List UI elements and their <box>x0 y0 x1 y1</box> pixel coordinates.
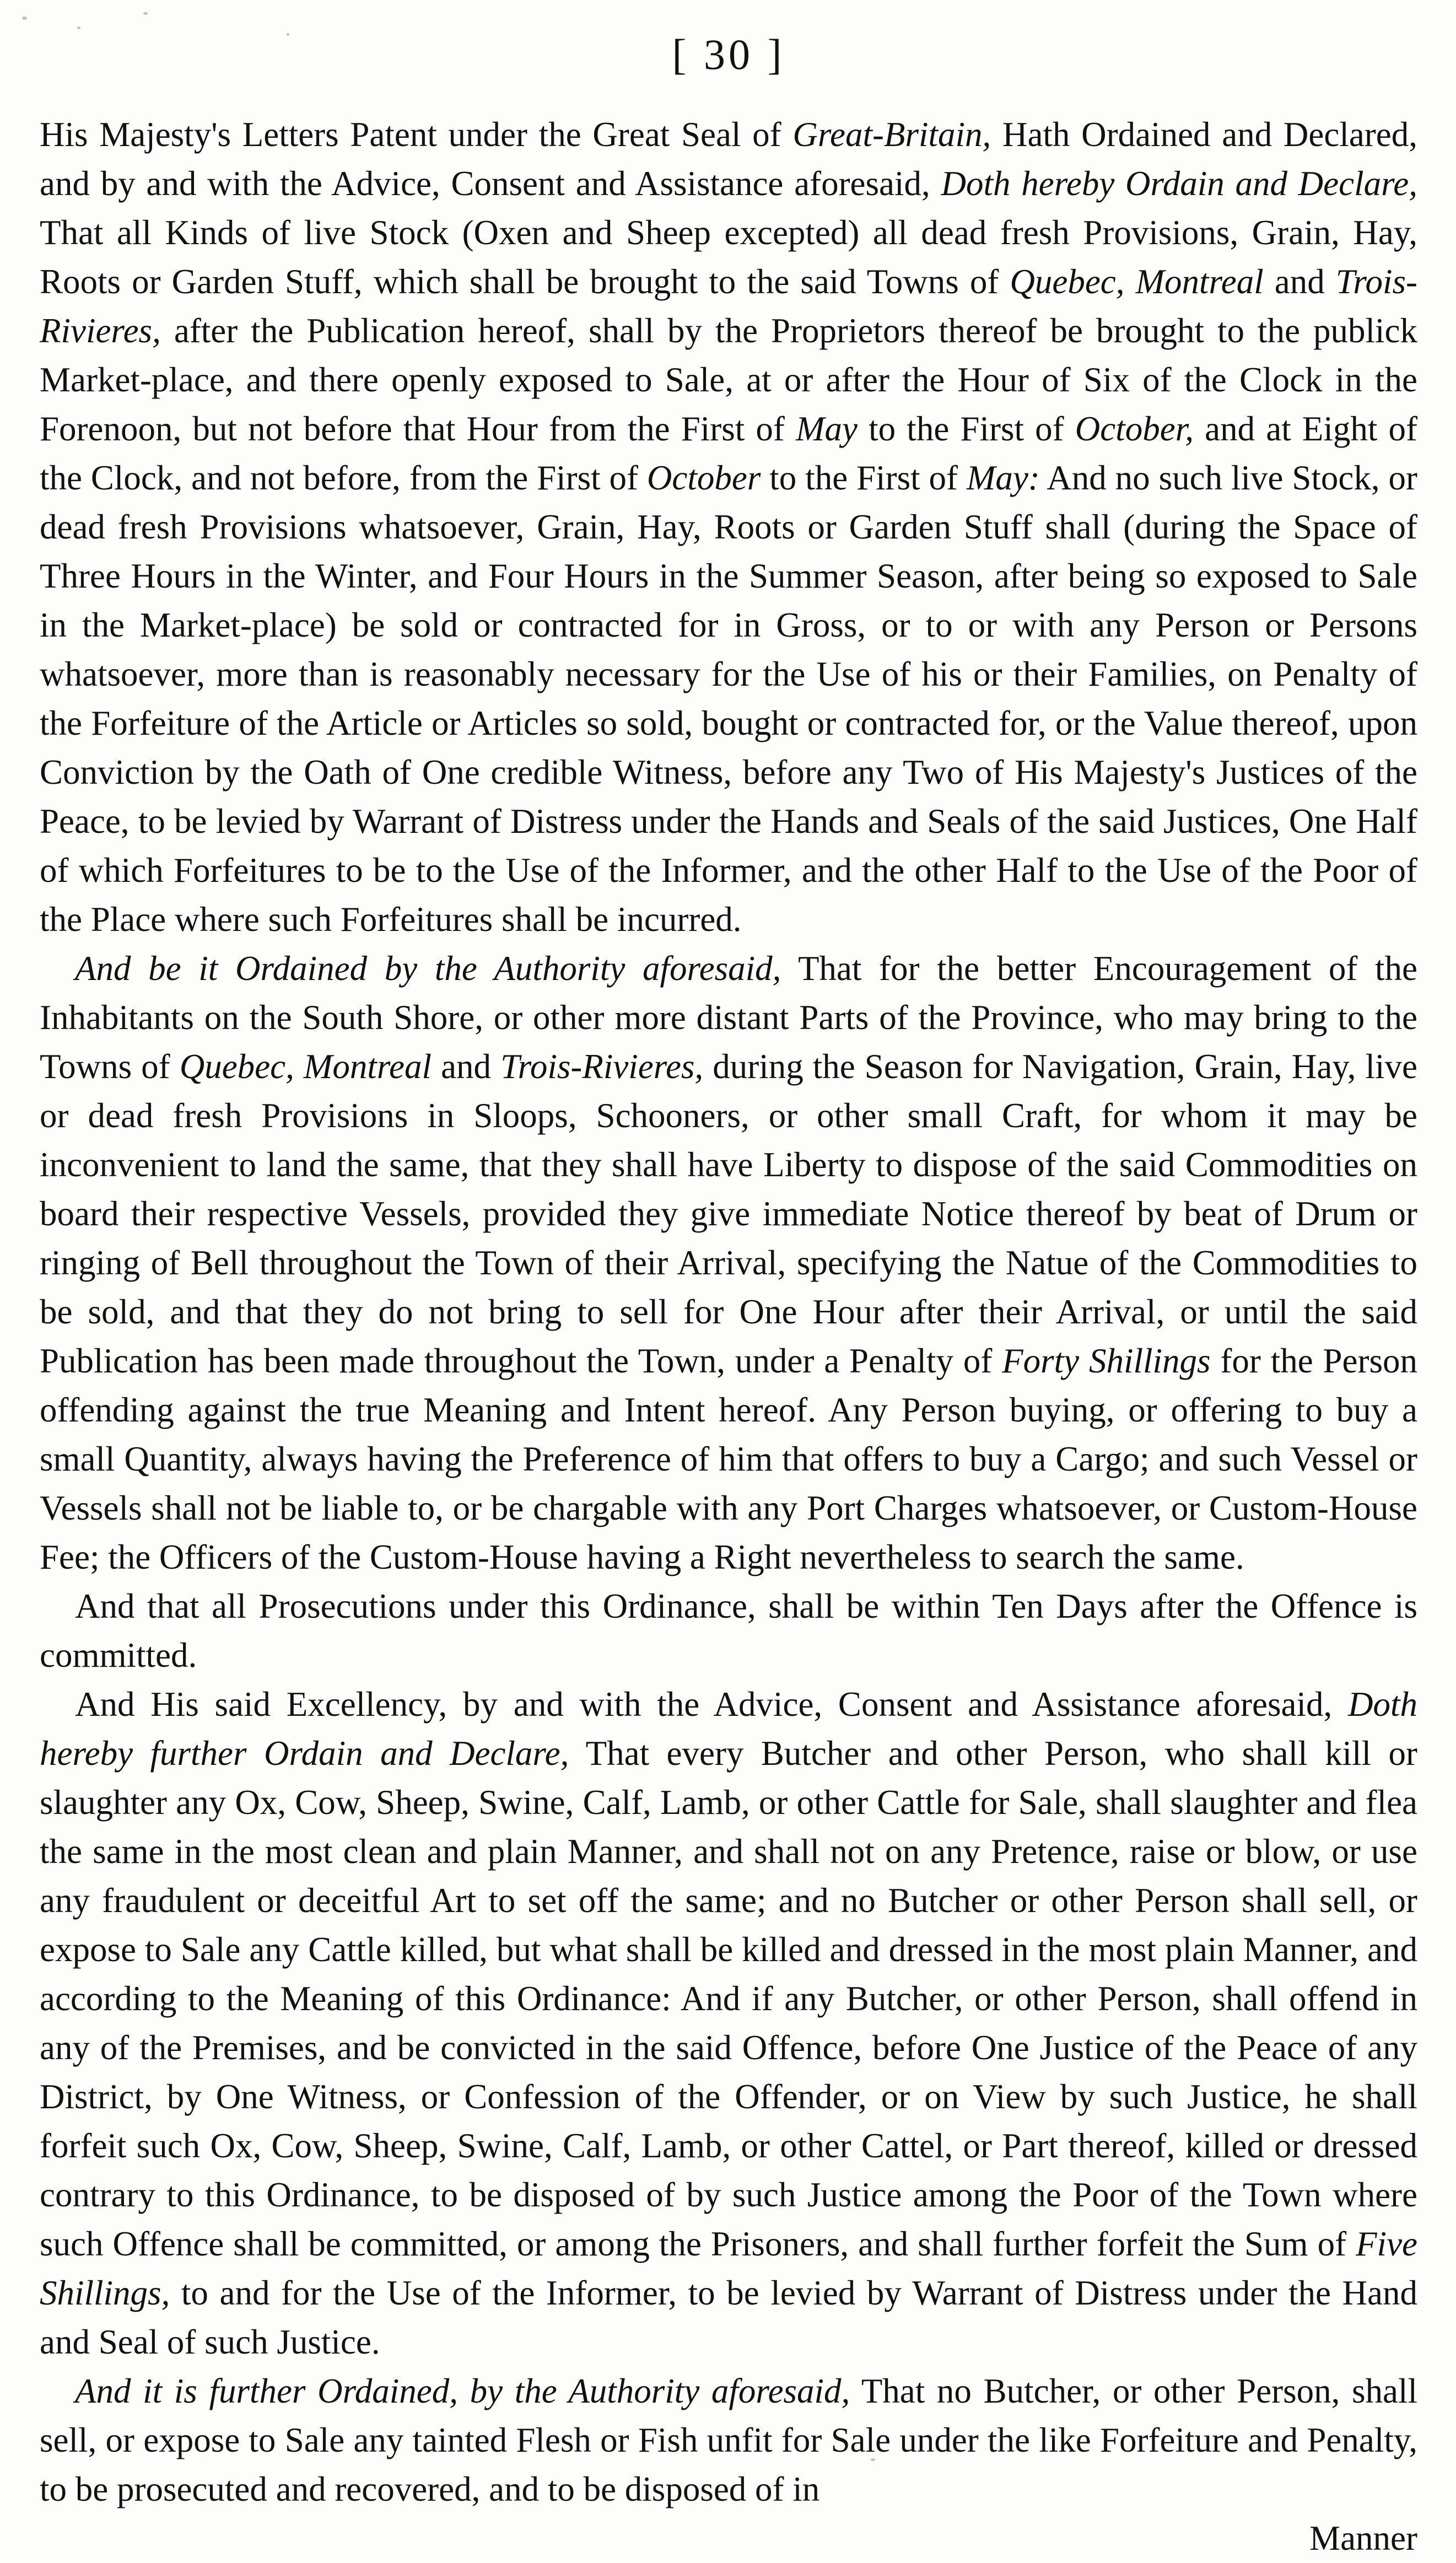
italic-phrase: May: <box>966 459 1040 497</box>
ink-speck <box>22 17 27 20</box>
ink-speck <box>77 26 80 29</box>
italic-phrase: May <box>796 410 858 448</box>
text-run: And no such live Stock, or dead fresh Provisions whatsoever, Grain, Hay, Roots or Garden Stuff shall (during the Space of Three Hours in the Winter, and Four Hours in the Summer Season, after being so exposed to Sale in the Market-place) be sold or contracted for in Gross, or to or with any Person or Persons whatsoever, more than is reasonably necessary for the Use of his or their Families, on Penalty of the Forfeiture of the Article or Articles so sold, bought or contracted for, or the Value thereof, upon Conviction by the Oath of One credible Witness, before any Two of His Majesty's Justices of the Peace, to be levied by Warrant of Distress under the Hands and Seals of the said Justices, One Half of which Forfeitures to be to the Use of the Informer, and the other Half to the Use of the Poor of the Place where such Forfeitures shall be incurred. <box>40 459 1417 939</box>
italic-phrase: Trois-Rivieres, <box>40 262 1418 350</box>
paragraph <box>40 2367 1417 2514</box>
italic-phrase: Trois-Rivieres, <box>500 1047 704 1086</box>
text-run: That no Butcher, or other Person, shall sell, or expose to Sale any tainted Flesh or Fish unfit for Sale under the like Forfeiture and Penalty, to be prosecuted and recovered, and to be disposed of in <box>40 2372 1418 2508</box>
italic-phrase: Quebec, Montreal <box>179 1047 432 1086</box>
italic-phrase: Great-Britain, <box>792 115 991 154</box>
text-run: And His said Excellency, by and with the Advice, Consent and Assistance aforesaid, <box>75 1685 1348 1724</box>
text-run: and <box>1263 262 1336 301</box>
italic-phrase: October, <box>1075 410 1194 448</box>
italic-phrase: Forty Shillings <box>1002 1342 1211 1380</box>
italic-phrase: Doth hereby further Ordain and Declare, <box>40 1685 1417 1773</box>
text-run: That every Butcher and other Person, who shall kill or slaughter any Ox, Cow, Sheep, Swine, Calf, Lamb, or other Cattle for Sale, shall slaughter and flea the same in the most clean and plain Manner, and shall not on any Pretence, raise or blow, or use any fraudulent or deceitful Art to set off the same; and no Butcher or other Person shall sell, or expose to Sale any Cattle killed, but what shall be killed and dressed in the most plain Manner, and according to the Meaning of this Ordinance: And if any Butcher, or other Person, shall offend in any of the Premises, and be convicted in the said Offence, before One Justice of the Peace of any District, by One Witness, or Confession of the Offender, or on View by such Justice, he shall forfeit such Ox, Cow, Sheep, Swine, Calf, Lamb, or other Cattel, or Part thereof, killed or dressed contrary to this Ordinance, to be disposed of by such Justice among the Poor of the Town where such Offence shall be committed, or among the Prisoners, and shall further forfeit the Sum of <box>40 1734 1417 2263</box>
text-run: That for the better Encouragement of the Inhabitants on the South Shore, or other more distant Parts of the Province, who may bring to the Towns of <box>40 949 1417 1086</box>
text-run: Hath Ordained and Declared, and by and with the Advice, Consent and Assistance aforesaid, <box>40 115 1417 203</box>
paragraph <box>40 1680 1417 2367</box>
text-run: to and for the Use of the Informer, to be levied by Warrant of Distress under the Hand and Seal of such Justice. <box>40 2274 1417 2361</box>
ink-speck <box>143 12 148 15</box>
text-run: to the First of <box>761 459 967 497</box>
italic-phrase: Five Shillings, <box>40 2225 1417 2312</box>
paragraph <box>40 1582 1417 1680</box>
text-run: And that all Prosecutions under this Ordinance, shall be within Ten Days after the Offence is committed. <box>40 1587 1417 1674</box>
italic-phrase: And it is further Ordained, by the Authority aforesaid, <box>75 2372 850 2410</box>
ordinance-text <box>40 110 1417 2514</box>
text-run: to the First of <box>858 410 1075 448</box>
italic-phrase: October <box>646 459 761 497</box>
paragraph <box>40 110 1417 944</box>
text-run: His Majesty's Letters Patent under the Great Seal of <box>40 115 793 154</box>
page-number: [ 30 ] <box>672 30 785 78</box>
catchword: Manner <box>1309 2519 1417 2557</box>
text-run: That all Kinds of live Stock (Oxen and Sheep excepted) all dead fresh Provisions, Grain, Hay, Roots or Garden Stuff, which shall be brought to the said Towns of <box>40 213 1417 301</box>
text-run: and <box>432 1047 501 1086</box>
text-run: and at Eight of the Clock, and not before, from the First of <box>40 410 1417 497</box>
ink-speck <box>871 2458 875 2461</box>
italic-phrase: Doth hereby Ordain and Declare, <box>941 164 1417 203</box>
italic-phrase: And be it Ordained by the Authority aforesaid, <box>75 949 781 988</box>
paragraph <box>40 944 1417 1582</box>
text-run: during the Season for Navigation, Grain, Hay, live or dead fresh Provisions in Sloops, Schooners, or other small Craft, for whom it may be inconvenient to land the same, that they shall have Liberty to dispose of the said Commodities on board their respective Vessels, provided they give immediate Notice thereof by beat of Drum or ringing of Bell throughout the Town of their Arrival, specifying the Natue of the Commodities to be sold, and that they do not bring to sell for One Hour after their Arrival, or until the said Publication has been made throughout the Town, under a Penalty of <box>40 1047 1417 1380</box>
text-run: after the Publication hereof, shall by the Proprietors thereof be brought to the publick Market-place, and there openly exposed to Sale, at or after the Hour of Six of the Clock in the Forenoon, but not before that Hour from the First of <box>40 311 1417 448</box>
text-run: for the Person offending against the true Meaning and Intent hereof. Any Person buying, or offering to buy a small Quantity, always having the Preference of him that offers to buy a Cargo; and such Vessel or Vessels shall not be liable to, or be chargable with any Port Charges whatsoever, or Custom-House Fee; the Officers of the Custom-House having a Right nevertheless to search the same. <box>40 1342 1418 1576</box>
italic-phrase: Quebec, Montreal <box>1010 262 1264 301</box>
ink-speck <box>287 33 289 36</box>
